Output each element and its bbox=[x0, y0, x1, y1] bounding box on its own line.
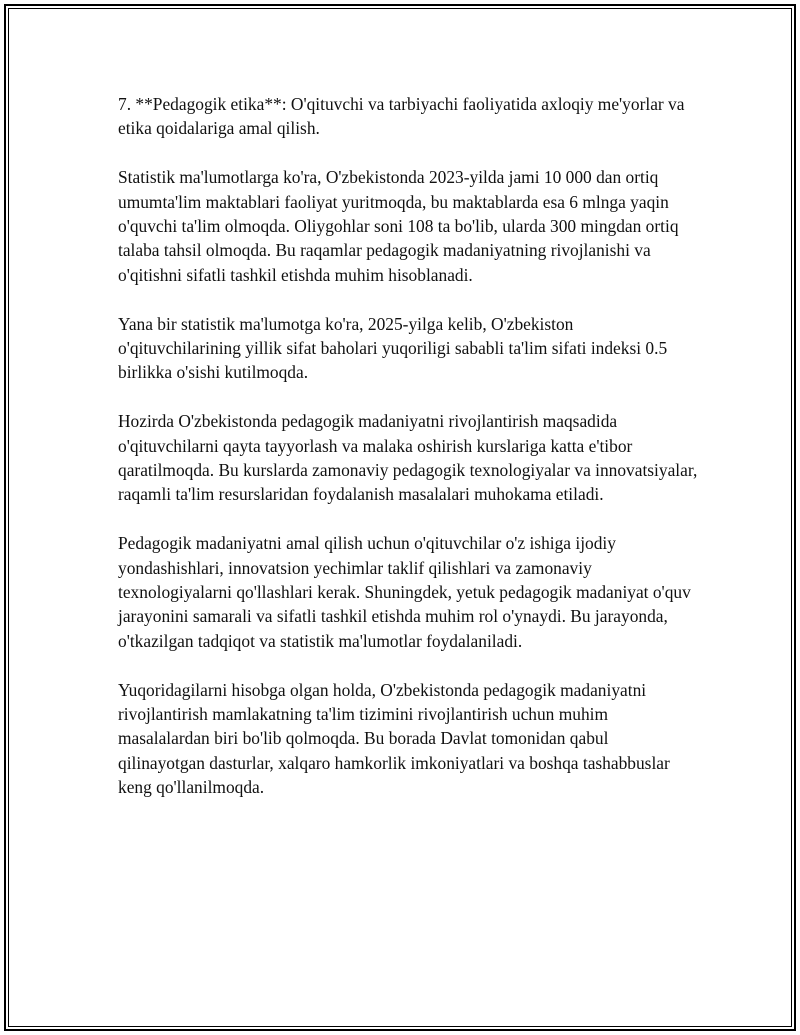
document-body bbox=[118, 92, 698, 824]
paragraph-pedagogical-culture: Pedagogik madaniyatni amal qilish uchun o'qituvchilar o'z ishiga ijodiy yondashishlari, innovatsion yechimlar taklif qilishlari va zamonaviy texnologiyalarni qo'llashlari kerak. Shuningdek, yetuk pedagogik madaniyat o'quv jarayonini samarali va sifatli tashkil etishda muhim rol o'ynaydi. Bu jarayonda, o'tkazilgan tadqiqot va statistik ma'lumotlar foydalaniladi. bbox=[118, 533, 691, 651]
paragraph-statistics-2025: Yana bir statistik ma'lumotga ko'ra, 2025-yilga kelib, O'zbekiston o'qituvchilarining yillik sifat baholari yuqoriligi sababli ta'lim sifati indeksi 0.5 birlikka o'sishi kutilmoqda. bbox=[118, 313, 668, 383]
paragraph-conclusion: Yuqoridagilarni hisobga olgan holda, O'zbekistonda pedagogik madaniyatni rivojlantirish mamlakatning ta'lim tizimini rivojlantirish uchun muhim masalalardan biri bo'lib qolmoqda. Bu borada Davlat tomonidan qabul qilinayotgan dasturlar, xalqaro hamkorlik imkoniyatlari va boshqa tashabbuslar keng qo'llanilmoqda. bbox=[118, 679, 670, 798]
paragraph-teacher-training: Hozirda O'zbekistonda pedagogik madaniyatni rivojlantirish maqsadida o'qituvchilarni qayta tayyorlash va malaka oshirish kurslariga katta e'tibor qaratilmoqda. Bu kurslarda zamonaviy pedagogik texnologiyalar va innovatsiyalar, raqamli ta'lim resurslaridan foydalanish masalalari muhokama etiladi. bbox=[118, 411, 698, 505]
paragraph-statistics-2023: Statistik ma'lumotlarga ko'ra, O'zbekistonda 2023-yilda jami 10 000 dan ortiq umumta'lim maktablari faoliyat yuritmoqda, bu maktablarda esa 6 mlnga yaqin o'quvchi ta'lim olmoqda. Oliygohlar soni 108 ta bo'lib, ularda 300 mingdan ortiq talaba tahsil olmoqda. Bu raqamlar pedagogik madaniyatning rivojlanishi va o'qitishni sifatli tashkil etishda muhim hisoblanadi. bbox=[118, 167, 679, 285]
paragraph-pedagogik-etika: 7. **Pedagogik etika**: O'qituvchi va tarbiyachi faoliyatida axloqiy me'yorlar va etika qoidalariga amal qilish. bbox=[118, 94, 685, 139]
